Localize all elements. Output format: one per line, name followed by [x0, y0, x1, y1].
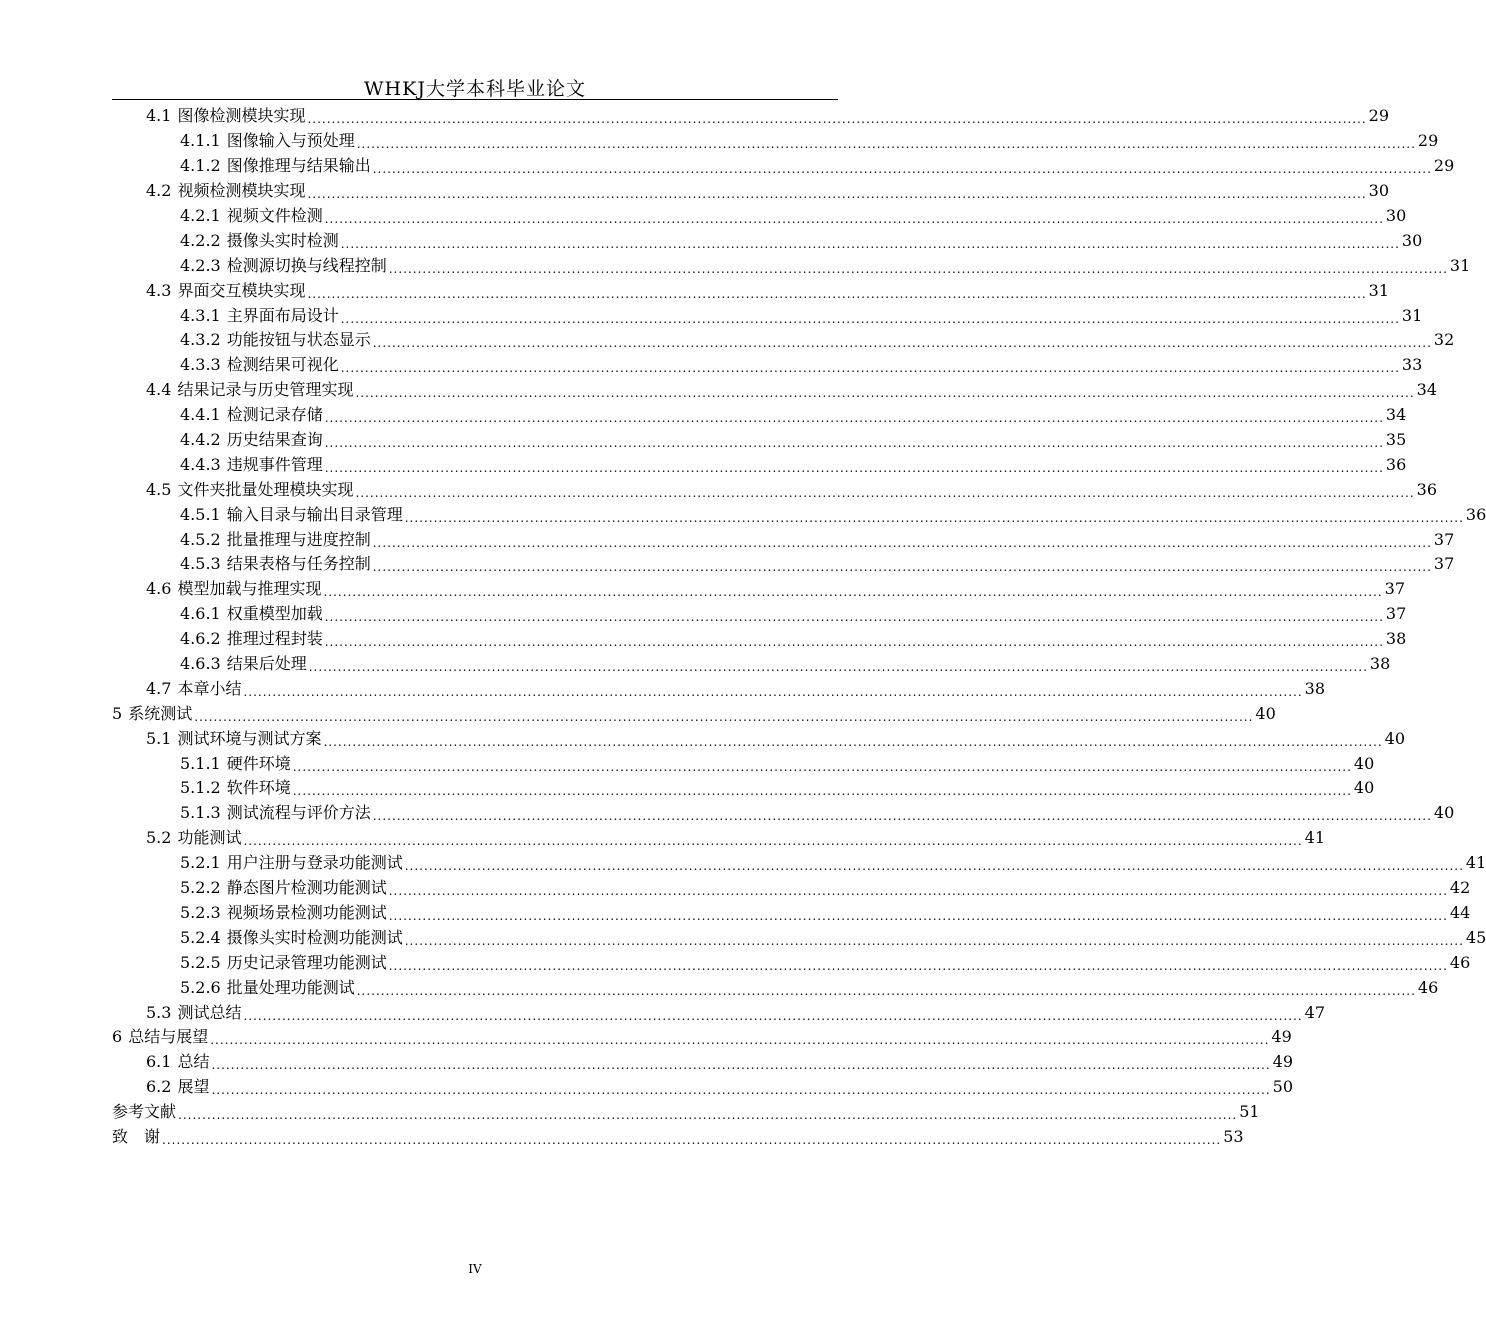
toc-entry-page: 29 — [1368, 106, 1390, 126]
toc-entry-title — [180, 357, 339, 373]
toc-entry[interactable] — [112, 353, 1423, 378]
page-number: IV — [468, 1262, 482, 1276]
toc-entry-title — [146, 382, 353, 398]
toc-entry-title — [180, 407, 323, 423]
toc-entry-number: 4.6.2 — [180, 629, 221, 649]
toc-entry[interactable] — [112, 577, 1406, 602]
toc-entry-number: 5.2.4 — [180, 927, 221, 947]
toc-entry-page: 41 — [1465, 853, 1486, 873]
toc-entry-title — [180, 332, 371, 348]
toc-dot-leader: ............................................................................................................................................................................................................................ — [307, 187, 1367, 202]
toc-entry-page: 29 — [1433, 156, 1455, 176]
toc-dot-leader: ............................................................................................................................................................................................................................ — [324, 460, 1384, 475]
toc-dot-leader: ............................................................................................................................................................................................................................ — [372, 336, 1432, 351]
toc-dot-leader: ............................................................................................................................................................................................................................ — [307, 286, 1367, 301]
toc-dot-leader: ............................................................................................................................................................................................................................ — [308, 660, 1368, 675]
toc-dot-leader: ............................................................................................................................................................................................................................ — [210, 1033, 1270, 1048]
toc-entry-title — [180, 780, 291, 796]
toc-entry-title — [112, 703, 193, 723]
toc-entry-text: 测试总结 — [177, 1002, 242, 1022]
toc-entry-text: 测试环境与测试方案 — [177, 728, 322, 748]
toc-entry-page: 45 — [1465, 927, 1486, 947]
toc-entry[interactable] — [112, 253, 1471, 278]
toc-entry-page: 37 — [1385, 604, 1407, 624]
toc-entry-title — [180, 158, 371, 174]
toc-dot-leader: ............................................................................................................................................................................................................................ — [307, 112, 1367, 127]
toc-entry[interactable] — [112, 652, 1391, 677]
toc-entry-title — [112, 1126, 161, 1146]
toc-entry-text: 功能按钮与状态显示 — [226, 330, 371, 350]
toc-dot-leader: ............................................................................................................................................................................................................................ — [340, 361, 1400, 376]
toc-entry[interactable] — [112, 751, 1375, 776]
toc-entry[interactable] — [112, 776, 1375, 801]
toc-entry-text: 视频文件检测 — [226, 206, 323, 225]
toc-entry-title — [180, 208, 323, 224]
toc-entry-text: 图像输入与预处理 — [226, 131, 355, 151]
toc-dot-leader: ............................................................................................................................................................................................................................ — [162, 1132, 1222, 1147]
toc-entry-page: 34 — [1416, 380, 1438, 400]
toc-entry-text: 视频检测模块实现 — [177, 181, 306, 201]
toc-entry-page: 35 — [1385, 430, 1407, 450]
toc-entry-text: 检测记录存储 — [226, 405, 323, 425]
toc-entry-text: 静态图片检测功能测试 — [226, 878, 387, 898]
toc-dot-leader: ............................................................................................................................................................................................................................ — [194, 709, 1254, 724]
toc-entry-page: 31 — [1368, 280, 1390, 300]
toc-entry-text: 结果记录与历史管理实现 — [177, 380, 354, 400]
toc-entry[interactable] — [112, 726, 1406, 751]
toc-entry-title — [180, 753, 291, 773]
toc-entry[interactable] — [112, 876, 1471, 901]
toc-entry[interactable] — [112, 901, 1471, 926]
toc-entry[interactable] — [112, 701, 1276, 726]
toc-entry-page: 40 — [1353, 778, 1375, 798]
toc-entry-text: 功能测试 — [177, 828, 242, 848]
toc-entry-text: 致 谢 — [112, 1126, 161, 1146]
toc-entry[interactable] — [112, 826, 1326, 851]
toc-entry[interactable] — [112, 278, 1390, 303]
toc-entry-number: 5.2.1 — [180, 853, 221, 873]
toc-entry[interactable] — [112, 378, 1438, 403]
toc-entry-number: 4.2 — [146, 181, 172, 201]
toc-entry-page: 38 — [1385, 629, 1407, 649]
toc-entry-number: 4.2.1 — [180, 206, 221, 225]
toc-dot-leader: ............................................................................................................................................................................................................................ — [372, 560, 1432, 575]
toc-entry-title — [146, 1054, 209, 1070]
toc-entry-page: 50 — [1272, 1077, 1294, 1097]
toc-entry-title — [180, 504, 403, 524]
toc-entry-text: 文件夹批量处理模块实现 — [177, 479, 354, 499]
toc-entry-number: 4.1.2 — [180, 156, 221, 176]
toc-entry[interactable] — [112, 129, 1439, 154]
toc-dot-leader: ............................................................................................................................................................................................................................ — [323, 585, 1383, 600]
toc-entry-page: 37 — [1433, 529, 1455, 549]
toc-entry-text: 图像检测模块实现 — [177, 106, 306, 126]
table-of-contents — [112, 104, 1486, 1149]
toc-entry-title — [146, 581, 321, 597]
toc-entry-text: 参考文献 — [112, 1102, 177, 1122]
toc-dot-leader: ............................................................................................................................................................................................................................ — [243, 834, 1303, 849]
toc-dot-leader: ............................................................................................................................................................................................................................ — [324, 436, 1384, 451]
toc-entry-page: 37 — [1384, 579, 1406, 599]
toc-entry-page: 32 — [1433, 330, 1455, 350]
toc-entry-text: 测试流程与评价方法 — [226, 803, 371, 823]
toc-entry-title — [180, 880, 387, 896]
toc-entry-text: 本章小结 — [177, 678, 242, 698]
toc-entry-page: 29 — [1417, 131, 1439, 151]
toc-entry-text: 摄像头实时检测 — [226, 230, 339, 250]
toc-entry-page: 31 — [1449, 255, 1471, 275]
toc-entry-number: 4.6.3 — [180, 654, 221, 674]
toc-entry-title — [146, 280, 306, 300]
toc-entry-number: 5.1.1 — [180, 753, 221, 773]
toc-entry-number: 5.3 — [146, 1002, 172, 1022]
toc-entry-number: 4.3.3 — [180, 355, 221, 375]
toc-entry[interactable] — [112, 1050, 1294, 1075]
toc-entry-title — [180, 230, 339, 250]
toc-entry[interactable] — [112, 1125, 1244, 1150]
toc-dot-leader: ............................................................................................................................................................................................................................ — [388, 261, 1448, 276]
toc-entry-number: 6.1 — [146, 1052, 172, 1072]
toc-dot-leader: ............................................................................................................................................................................................................................ — [292, 784, 1352, 799]
toc-entry-page: 49 — [1271, 1027, 1292, 1047]
toc-entry[interactable] — [112, 527, 1455, 552]
toc-dot-leader: ............................................................................................................................................................................................................................ — [323, 734, 1383, 749]
toc-entry-title — [112, 1104, 176, 1120]
toc-entry-page: 36 — [1465, 504, 1486, 524]
toc-dot-leader: ............................................................................................................................................................................................................................ — [324, 610, 1384, 625]
toc-entry-number: 4.4.1 — [180, 405, 221, 425]
toc-entry-page: 49 — [1272, 1052, 1294, 1072]
toc-entry-number: 5.2.5 — [180, 952, 221, 972]
toc-entry[interactable] — [112, 452, 1407, 477]
toc-entry-title — [180, 432, 323, 448]
toc-entry-title — [180, 952, 387, 972]
toc-entry-text: 展望 — [177, 1077, 210, 1097]
toc-entry-number: 4.1.1 — [180, 131, 221, 151]
toc-dot-leader: ............................................................................................................................................................................................................................ — [404, 859, 1464, 874]
toc-entry-number: 4.6 — [146, 579, 172, 599]
toc-entry-page: 33 — [1401, 355, 1423, 375]
toc-entry[interactable] — [112, 204, 1407, 229]
toc-entry-number: 5.1 — [146, 728, 172, 748]
toc-dot-leader: ............................................................................................................................................................................................................................ — [355, 485, 1415, 500]
toc-entry-number: 6.2 — [146, 1077, 172, 1097]
toc-entry-text: 历史记录管理功能测试 — [226, 952, 387, 972]
toc-entry-text: 检测源切换与线程控制 — [226, 255, 387, 275]
toc-entry-number: 4.5.1 — [180, 504, 221, 524]
toc-entry[interactable] — [112, 502, 1486, 527]
toc-entry-page: 40 — [1433, 803, 1455, 823]
toc-entry-page: 30 — [1368, 181, 1390, 201]
toc-entry-number: 4.3.1 — [180, 305, 221, 325]
toc-entry-text: 批量处理功能测试 — [226, 977, 355, 997]
toc-entry-title — [146, 728, 322, 748]
toc-entry-title — [146, 678, 242, 698]
toc-entry-title — [180, 133, 355, 149]
toc-entry-title — [180, 927, 403, 947]
toc-dot-leader: ............................................................................................................................................................................................................................ — [292, 759, 1352, 774]
toc-entry-number: 6 — [112, 1027, 123, 1047]
toc-entry-text: 权重模型加载 — [226, 604, 323, 624]
toc-entry-number: 4.7 — [146, 678, 172, 698]
toc-entry-number: 4.1 — [146, 106, 172, 126]
toc-entry-page: 36 — [1416, 479, 1438, 499]
toc-entry[interactable] — [112, 428, 1407, 453]
toc-entry-page: 44 — [1449, 902, 1471, 922]
toc-entry[interactable] — [112, 303, 1423, 328]
toc-entry-text: 界面交互模块实现 — [177, 280, 306, 300]
toc-entry-text: 软件环境 — [226, 778, 291, 798]
toc-entry-title — [180, 805, 371, 821]
toc-entry[interactable] — [112, 1025, 1292, 1050]
toc-entry-text: 输入目录与输出目录管理 — [226, 504, 403, 524]
toc-dot-leader: ............................................................................................................................................................................................................................ — [355, 386, 1415, 401]
toc-entry-title — [180, 556, 371, 572]
toc-entry[interactable] — [112, 1000, 1326, 1025]
toc-entry-text: 历史结果查询 — [226, 430, 323, 450]
toc-entry[interactable] — [112, 676, 1326, 701]
toc-entry-title — [180, 977, 355, 997]
toc-dot-leader: ............................................................................................................................................................................................................................ — [388, 908, 1448, 923]
toc-entry-page: 36 — [1385, 454, 1407, 474]
toc-entry-text: 结果表格与任务控制 — [226, 554, 371, 574]
toc-entry-text: 总结与展望 — [128, 1027, 209, 1047]
toc-entry[interactable] — [112, 104, 1390, 129]
toc-entry-title — [146, 479, 354, 499]
toc-entry-text: 总结 — [177, 1052, 210, 1072]
toc-entry[interactable] — [112, 851, 1486, 876]
toc-entry[interactable] — [112, 1075, 1294, 1100]
toc-entry-number: 4.5 — [146, 479, 172, 499]
toc-entry-number: 4.2.2 — [180, 230, 221, 250]
toc-entry-title — [180, 656, 307, 672]
toc-dot-leader: ............................................................................................................................................................................................................................ — [388, 884, 1448, 899]
toc-entry-text: 主界面布局设计 — [226, 305, 339, 325]
toc-entry-number: 5.2.3 — [180, 902, 221, 922]
toc-entry[interactable] — [112, 552, 1455, 577]
toc-entry-number: 4.5.3 — [180, 554, 221, 574]
toc-entry[interactable] — [112, 950, 1471, 975]
toc-entry[interactable] — [112, 328, 1455, 353]
toc-entry[interactable] — [112, 403, 1407, 428]
toc-entry-number: 4.4.3 — [180, 454, 221, 474]
toc-entry-page: 37 — [1433, 554, 1455, 574]
toc-entry[interactable] — [112, 179, 1390, 204]
toc-entry-page: 40 — [1353, 753, 1375, 773]
toc-entry-title — [112, 1029, 208, 1045]
toc-dot-leader: ............................................................................................................................................................................................................................ — [388, 958, 1448, 973]
toc-entry-text: 模型加载与推理实现 — [177, 579, 322, 599]
toc-entry-title — [180, 255, 387, 275]
toc-dot-leader: ............................................................................................................................................................................................................................ — [372, 809, 1432, 824]
toc-entry[interactable] — [112, 975, 1439, 1000]
toc-entry-title — [180, 855, 403, 871]
toc-entry-text: 推理过程封装 — [226, 629, 323, 649]
toc-entry-text: 批量推理与进度控制 — [226, 529, 371, 549]
toc-entry-title — [146, 1079, 209, 1095]
toc-entry-title — [146, 1002, 242, 1022]
toc-entry-text: 违规事件管理 — [226, 454, 323, 474]
toc-entry-page: 30 — [1401, 230, 1423, 250]
toc-entry-number: 4.3 — [146, 280, 172, 300]
toc-entry-page: 47 — [1304, 1002, 1326, 1022]
toc-entry-page: 53 — [1223, 1126, 1244, 1146]
toc-entry-title — [180, 529, 371, 549]
toc-entry-page: 38 — [1304, 678, 1326, 698]
toc-entry-title — [180, 631, 323, 647]
toc-entry-number: 4.4.2 — [180, 430, 221, 450]
toc-entry-number: 5.1.3 — [180, 803, 221, 823]
toc-entry[interactable] — [112, 1100, 1260, 1125]
toc-entry-number: 4.4 — [146, 380, 172, 400]
toc-entry-number: 4.2.3 — [180, 255, 221, 275]
toc-entry-page: 31 — [1401, 305, 1423, 325]
toc-entry[interactable] — [112, 925, 1486, 950]
toc-entry-page: 40 — [1384, 728, 1406, 748]
toc-entry-page: 34 — [1385, 405, 1407, 425]
toc-entry-page: 40 — [1255, 703, 1276, 723]
page-header-title: WHKJ大学本科毕业论文 — [364, 78, 586, 100]
toc-dot-leader: ............................................................................................................................................................................................................................ — [324, 635, 1384, 650]
toc-entry[interactable] — [112, 801, 1455, 826]
toc-entry[interactable] — [112, 154, 1455, 179]
toc-dot-leader: ............................................................................................................................................................................................................................ — [356, 983, 1416, 998]
toc-entry-title — [180, 902, 387, 922]
toc-dot-leader: ............................................................................................................................................................................................................................ — [324, 411, 1384, 426]
toc-entry-text: 系统测试 — [128, 703, 193, 723]
toc-dot-leader: ............................................................................................................................................................................................................................ — [178, 1108, 1238, 1123]
toc-entry-page: 41 — [1304, 828, 1326, 848]
toc-dot-leader: ............................................................................................................................................................................................................................ — [211, 1058, 1271, 1073]
header-divider — [112, 99, 838, 100]
toc-dot-leader: ............................................................................................................................................................................................................................ — [324, 212, 1384, 226]
toc-dot-leader: ............................................................................................................................................................................................................................ — [340, 236, 1400, 251]
toc-entry-page: 51 — [1239, 1102, 1260, 1122]
toc-entry-text: 硬件环境 — [226, 753, 291, 773]
toc-entry-title — [146, 108, 305, 124]
toc-dot-leader: ............................................................................................................................................................................................................................ — [372, 162, 1432, 177]
toc-dot-leader: ............................................................................................................................................................................................................................ — [243, 1008, 1303, 1023]
toc-entry-number: 5.2 — [146, 828, 172, 848]
toc-entry-title — [180, 606, 323, 622]
toc-entry-number: 5.1.2 — [180, 778, 221, 798]
toc-entry-number: 5 — [112, 703, 123, 723]
toc-entry-number: 5.2.2 — [180, 878, 221, 898]
toc-entry-number: 4.6.1 — [180, 604, 221, 624]
toc-dot-leader: ............................................................................................................................................................................................................................ — [243, 684, 1303, 699]
toc-dot-leader: ............................................................................................................................................................................................................................ — [340, 311, 1400, 326]
toc-dot-leader: ............................................................................................................................................................................................................................ — [356, 137, 1416, 152]
toc-entry[interactable] — [112, 228, 1423, 253]
toc-entry-text: 检测结果可视化 — [226, 355, 339, 375]
toc-entry-title — [146, 183, 305, 199]
toc-entry-page: 42 — [1449, 878, 1471, 898]
toc-entry-page: 30 — [1385, 206, 1407, 225]
toc-entry-text: 视频场景检测功能测试 — [226, 902, 387, 922]
toc-entry-number: 4.5.2 — [180, 529, 221, 549]
toc-dot-leader: ............................................................................................................................................................................................................................ — [372, 535, 1432, 550]
toc-entry-text: 用户注册与登录功能测试 — [226, 853, 403, 873]
toc-entry-text: 摄像头实时检测功能测试 — [226, 927, 403, 947]
toc-entry[interactable] — [112, 477, 1438, 502]
toc-entry-number: 4.3.2 — [180, 330, 221, 350]
toc-entry-page: 38 — [1369, 654, 1391, 674]
toc-entry[interactable] — [112, 627, 1407, 652]
toc-entry-page: 46 — [1417, 977, 1439, 997]
toc-entry-text: 结果后处理 — [226, 654, 307, 674]
toc-entry-number: 5.2.6 — [180, 977, 221, 997]
toc-entry-title — [180, 454, 323, 474]
toc-dot-leader: ............................................................................................................................................................................................................................ — [211, 1083, 1271, 1098]
toc-dot-leader: ............................................................................................................................................................................................................................ — [404, 510, 1464, 525]
toc-entry-page: 46 — [1449, 952, 1471, 972]
toc-entry-title — [180, 305, 339, 325]
toc-dot-leader: ............................................................................................................................................................................................................................ — [404, 933, 1464, 948]
toc-entry-text: 图像推理与结果输出 — [226, 156, 371, 176]
toc-entry[interactable] — [112, 602, 1407, 627]
toc-entry-title — [146, 830, 241, 846]
